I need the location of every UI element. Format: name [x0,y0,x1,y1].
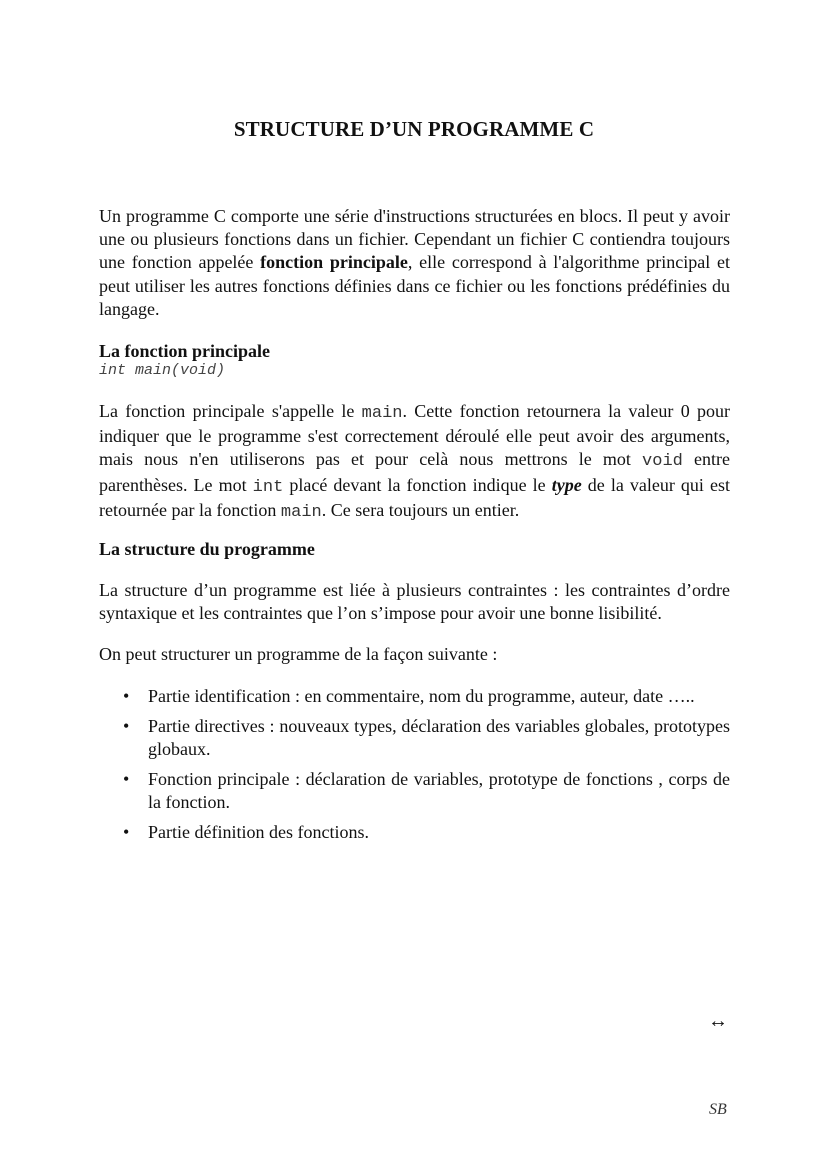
bullet-icon: • [123,769,130,790]
bullet-icon: • [123,716,130,737]
structure-bullet-list [99,685,730,844]
bullet-icon: • [123,685,130,706]
code-void: void [642,452,683,472]
structure-intro-line: On peut structurer un programme de la façon suivante : [99,644,498,665]
text: . Ce sera toujours un entier. [321,499,520,520]
intro-bold-term: fonction principale [260,252,408,273]
structure-paragraph: La structure d’un programme est liée à plusieurs contraintes : les contraintes d’ordre syntaxique et les contraintes que l’on s’impose pour avoir une bonne lisibilité. [99,580,730,624]
text: La fonction principale s'appelle le [99,401,362,421]
section-heading-main-function: La fonction principale [99,341,271,361]
intro-text-1: Un programme C comporte une série d'instructions structurées en blocs. Il peut y avoir une ou plusieurs fonctions dans un fichier. Cependant un fichier C contiendra toujours une fonction appelée [99,206,730,273]
main-function-paragraph [99,400,730,524]
list-item-text: Partie définition des fonctions. [148,822,369,843]
code-main: main [361,404,403,423]
text: entre parenthèses. Le mot [99,449,730,495]
section-program-structure [99,538,730,852]
intro-paragraph-block [99,205,730,321]
list-item [99,715,730,760]
section-heading-program-structure: La structure du programme [99,539,315,559]
list-item [99,685,730,708]
emphasis-type: type [551,474,582,495]
code-int: int [252,477,284,497]
function-signature: int main(void) [99,362,226,379]
text: de la valeur qui est retournée par la fonction [99,474,731,520]
code-main: main [280,502,322,522]
list-item-text: Partie directives : nouveaux types, déclaration des variables globales, prototypes globaux. [148,716,730,759]
author-initials: SB [709,1101,727,1118]
section-main-function [99,340,730,524]
intro-text-2: , elle correspond à l'algorithme principal et peut utiliser les autres fonctions définies dans ce fichier ou les fonctions prédéfinies du langage. [99,252,730,319]
intro-paragraph [99,205,730,321]
list-item-text: Partie identification : en commentaire, nom du programme, auteur, date ….. [148,685,695,706]
list-item [99,821,730,844]
double-arrow-icon: ↔ [708,1010,728,1032]
list-item [99,768,730,813]
page-title: STRUCTURE D’UN PROGRAMME C [233,117,595,141]
text: placé devant la fonction indique le [283,474,552,495]
text: . Cette fonction retournera la valeur 0 pour indiquer que le programme s'est correctement déroulé elle peut avoir des arguments, mais nous n'en utiliserons pas et pour celà nous mettrons le mot [99,401,730,470]
bullet-icon: • [123,822,130,843]
list-item-text: Fonction principale : déclaration de variables, prototype de fonctions , corps de la fonction. [148,769,730,812]
